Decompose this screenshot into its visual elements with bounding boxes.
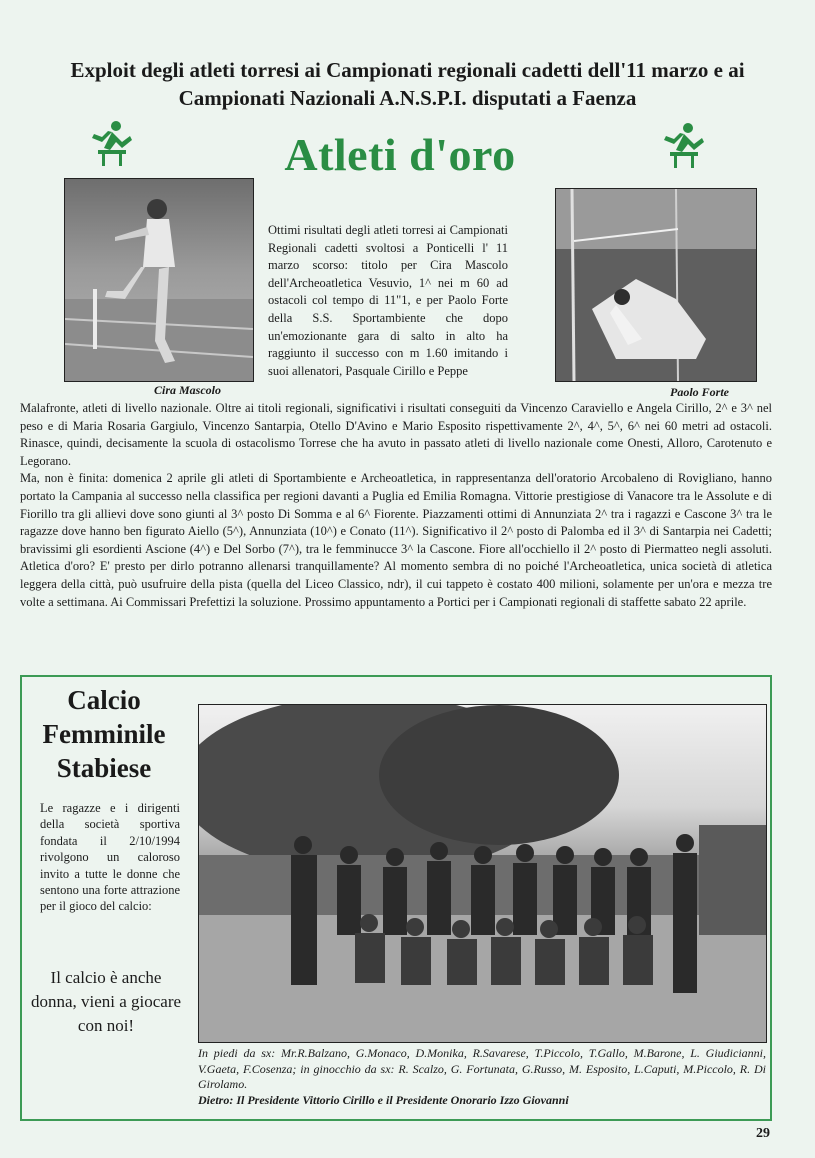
hurdler-icon: [660, 122, 704, 168]
headline: Exploit degli atleti torresi ai Campionati regionali cadetti dell'11 marzo e ai Campionati Nazionali A.N.S.P.I. disputati a Faenza: [70, 58, 745, 110]
team-photo: [198, 704, 767, 1043]
page-number: 29: [756, 1126, 770, 1141]
team-photo-caption: [198, 1046, 766, 1108]
calcio-invite: Le ragazze e i dirigenti della società sportiva fondata il 2/10/1994 rivolgono un caloroso invito a tutte le donne che sentono una forte attrazione per il gioco del calcio:: [40, 801, 180, 914]
article-title: Atleti d'oro: [284, 129, 516, 180]
photo-cira-mascolo: [64, 178, 254, 382]
hurdler-icon: [88, 120, 132, 166]
article-body: [20, 400, 772, 611]
article-paragraph: Malafronte, atleti di livello nazionale. Oltre ai titoli regionali, significativi i risultati conseguiti da Vincenzo Caraviello e Angela Cirillo, 2^ e 3^ nel peso e di Maria Rosaria Gargiulo, Vincenzo Santarpia, Otello D'Avino e Mario Esposito rispettivamente 2^, 4^, 5^, 6^ nei 60 metri ad ostacoli. Rinasce, quindi, decisamente la scuola di ostacolismo Torrese che ha avuto in passato atleti di livello nazionale come Onesti, Alloro, Carotenuto e Legorano.: [20, 401, 772, 468]
photo-left-caption: Cira Mascolo: [154, 383, 222, 397]
article-paragraph: Ma, non è finita: domenica 2 aprile gli atleti di Sportambiente e Archeoatletica, in rappresentanza dell'oratorio Arcobaleno di Rovigliano, hanno portato la Campania al successo nella classifica per regioni davanti a Puglia ed Emilia Romagna. Vittorie prestigiose di Vanacore tra le Assolute e di Fiorillo tra gli allievi dove sono giunti al 3^ posto Di Somma e al 6^ Fiorente. Piazzamenti ottimi di Annunziata 2^ tra i ragazzi e Cascone 3^ tra le ragazze dove hanno ben figurato Aiello (5^), Annunziata (10^) e Conato (11^). Significativo il 2^ posto di Palomba ed il 3^ di Santarpia nei Cadetti; bravissimi gli esordienti Ascione (4^) e Del Sorbo (7^), tra le femminucce 3^ la Cascone. Fiore all'occhiello il 2^ posto di Piermatteo negli assoluti. Atletica d'oro? E' presto per dirlo potranno allenarsi tranquillamente? Al momento sembra di no poiché l'Archeoatletica, unica società di atletica leggera della città, può usufruire della pista (quella del Liceo Classico, ndr), il cui tappeto è costato 400 milioni, solamente per un'ora e mezza tre volte a settimana. Ai Commissari Prefettizi la soluzione. Prossimo appuntamento a Portici per i Campionati regionali di staffette sabato 22 aprile.: [20, 471, 772, 609]
caption-standing: In piedi da sx: Mr.R.Balzano, G.Monaco, D.Monika, R.Savarese, T.Piccolo, T.Gallo, M.Barone, L. Giudicianni, V.Gaeta, F.Cosenza; in ginocchio da sx: R. Scalzo, G. Fortunata, G.Russo, M. Esposito, L.Caputi, M.Piccolo, R. Di Girolamo.: [198, 1046, 766, 1092]
article-intro: Ottimi risultati degli atleti torresi ai Campionati Regionali cadetti svoltosi a Ponticelli l' 11 marzo scorso: titolo per Cira Mascolo dell'Archeoatletica Vesuvio, 1^ nei m 60 ad ostacoli col tempo di 11"1, e per Paolo Forte della S.S. Sportambiente che dopo un'emozionante gara di salto in alto ha raggiunto il successo con m 1.60 imitando i suoi allenatori, Pasquale Cirillo e Peppe: [268, 223, 508, 378]
photo-right-caption: Paolo Forte: [670, 385, 729, 399]
calcio-slogan: Il calcio è anche donna, vieni a giocare con noi!: [30, 968, 182, 1035]
caption-back: Dietro: Il Presidente Vittorio Cirillo e il Presidente Onorario Izzo Giovanni: [198, 1092, 569, 1107]
calcio-title: Calcio Femminile Stabiese: [42, 685, 166, 783]
photo-paolo-forte: [555, 188, 757, 382]
